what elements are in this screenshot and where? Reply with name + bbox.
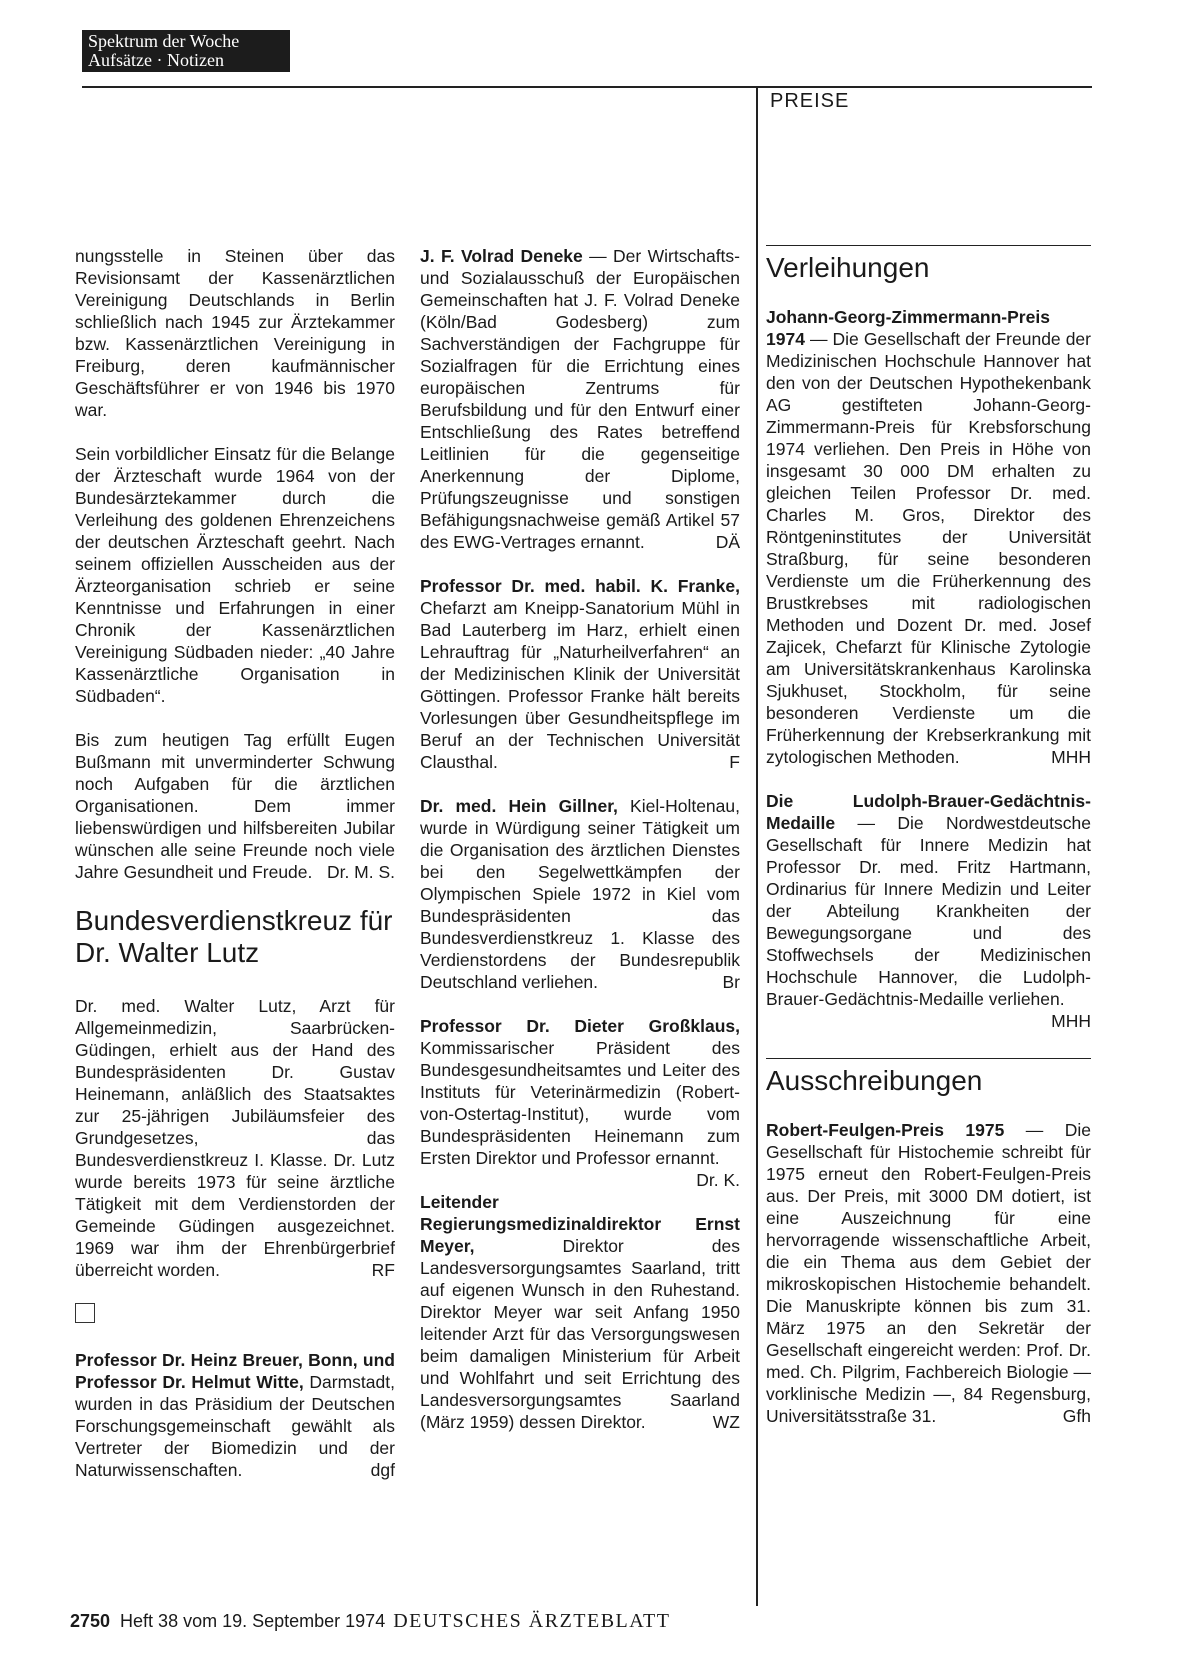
column-divider [756, 86, 758, 1606]
signature: Dr. K. [696, 1170, 740, 1190]
heading-ausschreibungen: Ausschreibungen [766, 1065, 983, 1096]
name-bold: Professor Dr. med. habil. K. Franke, [420, 576, 740, 596]
paragraph-text: Direktor des Landesversorgungsamtes Saarland, tritt auf eigenen Wunsch in den Ruhestand. Direktor Meyer war seit Anfang 1950 leitender Arzt für das Versorgungswesen beim damaligen Ministerium für Arbeit und Wohlfahrt und seit Errichtung des Landesversorgungsamtes Saarland (März 1959) dessen Direktor. [420, 1236, 740, 1432]
heading-rule [766, 245, 1091, 246]
article-heading: Bundesverdienstkreuz für Dr. Walter Lutz [75, 905, 393, 968]
spacer [766, 1032, 1091, 1058]
column-1 [75, 245, 395, 1503]
paragraph-text: Chefarzt am Kneipp-Sanatorium Mühl in Bad Lauterberg im Harz, erhielt einen Lehrauftrag für „Naturheilverfahren“ an der Medizinischen Klinik der Universität Göttingen. Professor Franke hält bereits Vorlesungen über Gesundheitspflege im Beruf an der Technischen Universität Clausthal. [420, 598, 740, 772]
news-item [420, 1015, 740, 1190]
name-bold: Professor Dr. Heinz Breuer, Bonn, und Professor Dr. Helmut Witte, [75, 1350, 395, 1392]
heading-rule [766, 1058, 1091, 1059]
paragraph-text: Darmstadt, wurden in das Präsidium der Deutschen Forschungsgemeinschaft gewählt als Vertreter der Biomedizin und der Naturwissenschaften. [75, 1372, 395, 1480]
paragraph-text: Dr. med. Walter Lutz, Arzt für Allgemeinmedizin, Saarbrücken-Güdingen, erhielt aus der Hand des Bundespräsidenten Dr. Gustav Heinemann, anläßlich des Staatsaktes zur 25-jährigen Jubiläumsfeier des Grundgesetzes, das Bundesverdienstkreuz I. Klasse. Dr. Lutz wurde bereits 1973 für seine ärztliche Tätigkeit mit dem Verdienstorden der Gemeinde Güdingen ausgezeichnet. 1969 war ihm der Ehrenbürgerbrief überreicht worden. [75, 996, 395, 1280]
page-footer [70, 1610, 670, 1633]
signature: F [729, 752, 740, 772]
signature: MHH [1051, 1011, 1091, 1031]
name-bold: Johann-Georg-Zimmermann-Preis 1974 [766, 307, 1050, 349]
journal-name: DEUTSCHES ÄRZTEBLATT [393, 1610, 671, 1632]
news-item [766, 790, 1091, 1031]
news-item [420, 1191, 740, 1433]
paragraph-text: Kommissarischer Präsident des Bundesgesundheitsamtes und Leiter des Instituts für Veterinärmedizin (Robert-von-Ostertag-Institut), wurde vom Bundespräsidenten Heinemann zum Ersten Direktor und Professor ernannt. [420, 1038, 740, 1168]
header-line-1: Spektrum der Woche [88, 31, 240, 51]
paragraph: Sein vorbildlicher Einsatz für die Belange der Ärzteschaft wurde 1964 von der Bundesärztekammer durch die Verleihung des goldenen Ehrenzeichens der deutschen Ärzteschaft geehrt. Nach seinem offiziellen Ausscheiden aus der Ärzteorganisation schrieb er seine Kenntnisse und Erfahrungen in einer Chronik der Kassenärztlichen Vereinigung Südbaden nieder: „40 Jahre Kassenärztliche Organisation in Südbaden“. [75, 444, 395, 706]
section-header-box [82, 30, 290, 72]
name-bold: Die Ludolph-Brauer-Gedächtnis-Medaille [766, 791, 1091, 833]
paragraph-text: — Die Gesellschaft der Freunde der Medizinischen Hochschule Hannover hat den von der Deutschen Hypothekenbank AG gestifteten Johann-Georg-Zimmermann-Preis für Krebsforschung 1974 verliehen. Den Preis in Höhe von insgesamt 30 000 DM erhalten zu gleichen Teilen Professor Dr. med. Charles M. Gros, Direktor des Röntgeninstitutes der Universität Straßburg, für seine besonderen Verdienste um die Früherkennung des Brustkrebses mit radiologischen Methoden und Dozent Dr. med. Josef Zajicek, Chefarzt für Klinische Zytologie am Universitätskrankenhaus Karolinska Sjukhuset, Stockholm, für seine besonderen Verdienste um die Früherkennung der Krebserkrankung mit zytologischen Methoden. [766, 329, 1091, 767]
signature: dgf [370, 1460, 395, 1480]
paragraph-text: Kiel-Holtenau, wurde in Würdigung seiner Tätigkeit um die Organisation des ärztlichen Dienstes bei den Segelwettkämpfen der Olympischen Spiele 1972 in Kiel vom Bundespräsidenten das Bundesverdienstkreuz 1. Klasse des Verdienstordens der Bundesrepublik Deutschland verliehen. [420, 796, 740, 992]
paragraph-text: — Die Nordwestdeutsche Gesellschaft für Innere Medizin hat Professor Dr. med. Fritz Hartmann, Ordinarius für Innere Medizin und Leiter der Abteilung Krankheiten der Bewegungsorgane und des Stoffwechsels der Medizinischen Hochschule Hannover, die Ludolph-Brauer-Gedächtnis-Medaille verliehen. [766, 813, 1091, 1009]
checkbox-icon [75, 1303, 95, 1323]
news-item [766, 306, 1091, 768]
heading-verleihungen: Verleihungen [766, 252, 930, 283]
paragraph-text: Bis zum heutigen Tag erfüllt Eugen Bußmann mit unverminderter Schwung noch Aufgaben für die ärztlichen Organisationen. Dem immer liebenswürdigen und hilfsbereiten Jubilar wünschen alle seine Freunde noch viele Jahre Gesundheit und Freude. [75, 730, 395, 882]
issue-info: Heft 38 vom 19. September 1974 [120, 1611, 386, 1631]
header-line-2: Aufsätze · Notizen [88, 50, 224, 70]
news-item [420, 575, 740, 773]
section-label: PREISE [770, 90, 850, 112]
name-bold: Leitender Regierungsmedizinaldirektor Ernst Meyer, [420, 1192, 740, 1256]
column-2 [420, 245, 740, 1455]
news-item [420, 795, 740, 993]
name-bold: Robert-Feulgen-Preis 1975 [766, 1120, 1005, 1140]
name-bold: Dr. med. Hein Gillner, [420, 796, 618, 816]
page-number: 2750 [70, 1611, 111, 1631]
news-item [420, 245, 740, 553]
paragraph [75, 729, 395, 883]
signature: Dr. M. S. [326, 862, 395, 882]
signature: WZ [712, 1412, 740, 1432]
paragraph [75, 1349, 395, 1481]
paragraph [75, 995, 395, 1281]
news-item [766, 1119, 1091, 1427]
column-3 [766, 245, 1091, 1449]
name-bold: Professor Dr. Dieter Großklaus, [420, 1016, 740, 1036]
signature: Br [722, 972, 740, 992]
name-bold: J. F. Volrad Deneke [420, 246, 583, 266]
signature: RF [371, 1260, 395, 1280]
top-rule [82, 86, 1092, 88]
paragraph-text: — Die Gesellschaft für Histochemie schreibt für 1975 erneut den Robert-Feulgen-Preis aus. Der Preis, mit 3000 DM dotiert, ist eine Auszeichnung für eine hervorragende wissenschaftliche Arbeit, die ein Thema aus dem Gebiet der mikroskopischen Histochemie behandelt. Die Manuskripte können bis zum 31. März 1975 an den Sekretär der Gesellschaft eingereicht werden: Prof. Dr. med. Ch. Pilgrim, Fachbereich Biologie — vorklinische Medizin —, 84 Regensburg, Universitätsstraße 31. [766, 1120, 1091, 1426]
signature: Gfh [1062, 1406, 1091, 1426]
signature: DÄ [715, 532, 740, 552]
paragraph: nungsstelle in Steinen über das Revisionsamt der Kassenärztlichen Vereinigung Deutschlands in Berlin schließlich nach 1945 zur Ärztekammer bzw. Kassenärztlichen Vereinigung in Freiburg, deren kaufmännischer Geschäftsführer er von 1946 bis 1970 war. [75, 246, 395, 420]
signature: MHH [1051, 747, 1091, 767]
paragraph-text: — Der Wirtschafts- und Sozialausschuß der Europäischen Gemeinschaften hat J. F. Volrad Deneke (Köln/Bad Godesberg) zum Sachverständigen der Fachgruppe für Sozialfragen für die Errichtung eines europäischen Zentrums für Berufsbildung und für den Entwurf einer Entschließung des Rates betreffend Leitlinien für die gegenseitige Anerkennung der Diplome, Prüfungszeugnisse und sonstigen Befähigungsnachweise gemäß Artikel 57 des EWG-Vertrages ernannt. [420, 246, 740, 552]
